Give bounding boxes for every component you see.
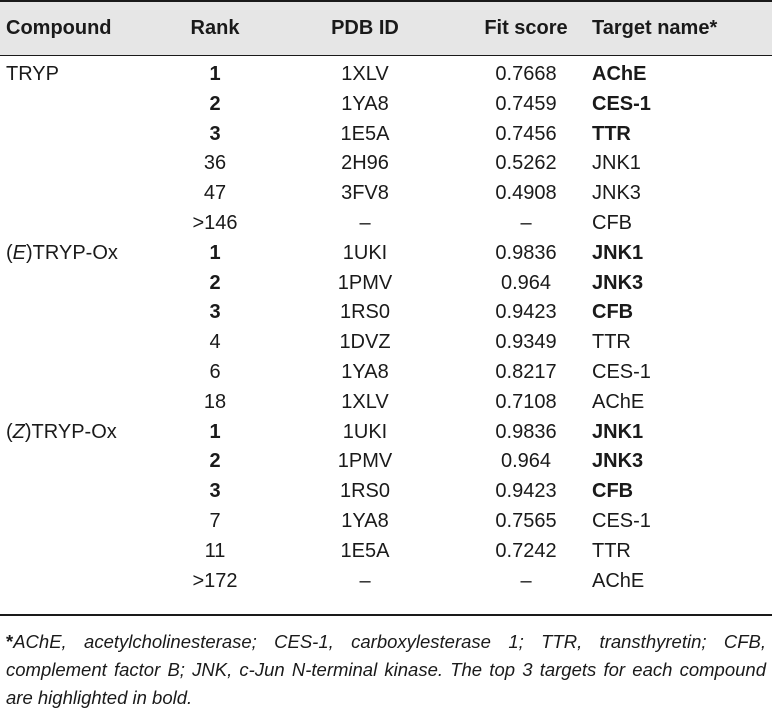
pdb-id-cell: 1XLV bbox=[341, 390, 389, 413]
target-name-cell: TTR bbox=[592, 331, 631, 354]
compound-cell bbox=[0, 477, 160, 507]
rank-cell: 36 bbox=[203, 152, 227, 175]
rank-cell: >146 bbox=[192, 211, 238, 234]
compound-name: )TRYP-Ox bbox=[26, 241, 118, 264]
fit-score-cell: 0.9836 bbox=[495, 241, 557, 264]
table-row bbox=[0, 239, 772, 269]
fit-score-cell: 0.9836 bbox=[495, 420, 557, 443]
compound-cell bbox=[0, 209, 160, 239]
table-row bbox=[0, 358, 772, 388]
header-target-name: Target name* bbox=[592, 16, 718, 39]
table-row bbox=[0, 179, 772, 209]
compound-cell bbox=[0, 239, 160, 269]
pdb-id-cell: 1XLV bbox=[341, 63, 389, 85]
footnote-marker: * bbox=[6, 631, 14, 652]
compound-name: TRYP bbox=[6, 63, 59, 85]
fit-score-cell: 0.8217 bbox=[495, 360, 557, 383]
compound-cell bbox=[0, 269, 160, 299]
compound-cell bbox=[0, 120, 160, 150]
rank-cell: 18 bbox=[203, 390, 227, 413]
target-name-cell: TTR bbox=[592, 122, 631, 145]
table-row bbox=[0, 120, 772, 150]
table-footnote bbox=[6, 628, 766, 712]
compound-cell bbox=[0, 388, 160, 418]
pdb-id-cell: 1E5A bbox=[340, 122, 390, 145]
compound-cell bbox=[0, 418, 160, 448]
fit-score-cell: 0.7459 bbox=[495, 92, 557, 115]
rank-cell: >172 bbox=[192, 569, 238, 592]
target-name-cell: JNK3 bbox=[592, 271, 644, 294]
fit-score-cell: 0.7108 bbox=[495, 390, 557, 413]
rank-cell: 11 bbox=[204, 539, 226, 562]
rank-cell: 2 bbox=[209, 92, 221, 115]
fit-score-cell: – bbox=[520, 211, 532, 234]
compound-cell bbox=[0, 507, 160, 537]
target-name-cell: JNK1 bbox=[592, 241, 644, 264]
fit-score-cell: 0.964 bbox=[500, 271, 552, 294]
pdb-id-cell: 2H96 bbox=[341, 152, 389, 175]
target-name-cell: CFB bbox=[592, 301, 634, 324]
header-fit-score: Fit score bbox=[484, 16, 568, 39]
target-name-cell: CES-1 bbox=[592, 92, 651, 115]
compound-cell bbox=[0, 298, 160, 328]
fit-score-cell: 0.5262 bbox=[495, 152, 557, 175]
rank-cell: 4 bbox=[209, 331, 221, 354]
compound-isomer: E bbox=[12, 241, 27, 264]
table-row bbox=[0, 56, 772, 90]
target-name-cell: CFB bbox=[592, 211, 632, 234]
compound-cell bbox=[0, 358, 160, 388]
compound-cell bbox=[0, 56, 160, 90]
rank-cell: 1 bbox=[209, 420, 221, 443]
fit-score-cell: 0.7565 bbox=[495, 509, 557, 532]
table-row bbox=[0, 567, 772, 597]
table-row bbox=[0, 269, 772, 299]
target-name-cell: TTR bbox=[592, 539, 631, 562]
pdb-id-cell: – bbox=[359, 211, 371, 234]
table-row bbox=[0, 537, 772, 567]
compound-name: )TRYP-Ox bbox=[24, 420, 117, 443]
target-name-cell: AChE bbox=[592, 63, 647, 85]
target-name-cell: CES-1 bbox=[592, 509, 651, 532]
table-row bbox=[0, 388, 772, 418]
compound-cell bbox=[0, 90, 160, 120]
table-row bbox=[0, 209, 772, 239]
compound-prefix: ( bbox=[6, 241, 13, 264]
header-pdb-id: PDB ID bbox=[331, 16, 399, 39]
pdb-id-cell: 1YA8 bbox=[341, 92, 389, 115]
compound-cell bbox=[0, 179, 160, 209]
pdb-id-cell: 1RS0 bbox=[339, 301, 391, 324]
fit-score-cell: 0.7668 bbox=[495, 63, 557, 85]
pdb-id-cell: 3FV8 bbox=[341, 182, 389, 205]
rank-cell: 3 bbox=[209, 301, 221, 324]
compound-cell bbox=[0, 447, 160, 477]
rank-cell: 3 bbox=[209, 122, 221, 145]
rank-cell: 6 bbox=[209, 360, 221, 383]
header-rank: Rank bbox=[190, 16, 240, 39]
compound-cell bbox=[0, 567, 160, 597]
target-name-cell: JNK1 bbox=[592, 420, 644, 443]
header-row bbox=[0, 0, 772, 56]
pdb-id-cell: 1YA8 bbox=[341, 509, 389, 532]
fit-score-cell: – bbox=[520, 569, 532, 592]
header-compound: Compound bbox=[6, 16, 112, 39]
pdb-id-cell: 1UKI bbox=[342, 241, 388, 264]
table-row bbox=[0, 477, 772, 507]
bottom-rule bbox=[0, 614, 772, 616]
pdb-id-cell: 1PMV bbox=[337, 450, 393, 473]
compound-cell bbox=[0, 328, 160, 358]
fit-score-cell: 0.7242 bbox=[495, 539, 557, 562]
rank-cell: 7 bbox=[209, 509, 221, 532]
compound-cell bbox=[0, 149, 160, 179]
target-name-cell: AChE bbox=[592, 569, 645, 592]
target-name-cell: JNK3 bbox=[592, 182, 641, 205]
rank-cell: 3 bbox=[209, 480, 221, 503]
pdb-id-cell: – bbox=[359, 569, 371, 592]
rank-cell: 1 bbox=[209, 241, 221, 264]
compound-cell bbox=[0, 537, 160, 567]
target-name-cell: JNK3 bbox=[592, 450, 644, 473]
target-name-cell: CFB bbox=[592, 480, 634, 503]
fit-score-cell: 0.9423 bbox=[495, 480, 557, 503]
table-row bbox=[0, 447, 772, 477]
fit-score-cell: 0.4908 bbox=[495, 182, 557, 205]
table-row bbox=[0, 90, 772, 120]
table-row bbox=[0, 507, 772, 537]
rank-cell: 47 bbox=[203, 182, 227, 205]
pdb-id-cell: 1E5A bbox=[340, 539, 390, 562]
fit-score-cell: 0.9423 bbox=[495, 301, 557, 324]
pdb-id-cell: 1RS0 bbox=[339, 480, 391, 503]
footnote-text: AChE, acetylcholinesterase; CES-1, carboxylesterase 1; TTR, transthyretin; CFB, complement factor B; JNK, c-Jun N-terminal kinase. The top 3 targets for each compound are highlighted in bold. bbox=[6, 631, 766, 708]
compound-prefix: ( bbox=[6, 420, 13, 443]
compound-isomer: Z bbox=[12, 420, 25, 443]
pdb-id-cell: 1PMV bbox=[337, 271, 393, 294]
table-body bbox=[0, 56, 772, 596]
rank-cell: 2 bbox=[209, 450, 221, 473]
table-row bbox=[0, 149, 772, 179]
target-name-cell: JNK1 bbox=[592, 152, 641, 175]
target-name-cell: CES-1 bbox=[592, 360, 651, 383]
table-row bbox=[0, 298, 772, 328]
table-row bbox=[0, 418, 772, 448]
pdb-id-cell: 1UKI bbox=[342, 420, 388, 443]
fit-score-cell: 0.964 bbox=[500, 450, 552, 473]
rank-cell: 2 bbox=[209, 271, 221, 294]
fit-score-cell: 0.7456 bbox=[495, 122, 557, 145]
table-row bbox=[0, 328, 772, 358]
target-name-cell: AChE bbox=[592, 390, 645, 413]
pdb-id-cell: 1DVZ bbox=[339, 331, 391, 354]
fit-score-cell: 0.9349 bbox=[495, 331, 557, 354]
rank-cell: 1 bbox=[209, 63, 221, 85]
pdb-id-cell: 1YA8 bbox=[341, 360, 389, 383]
